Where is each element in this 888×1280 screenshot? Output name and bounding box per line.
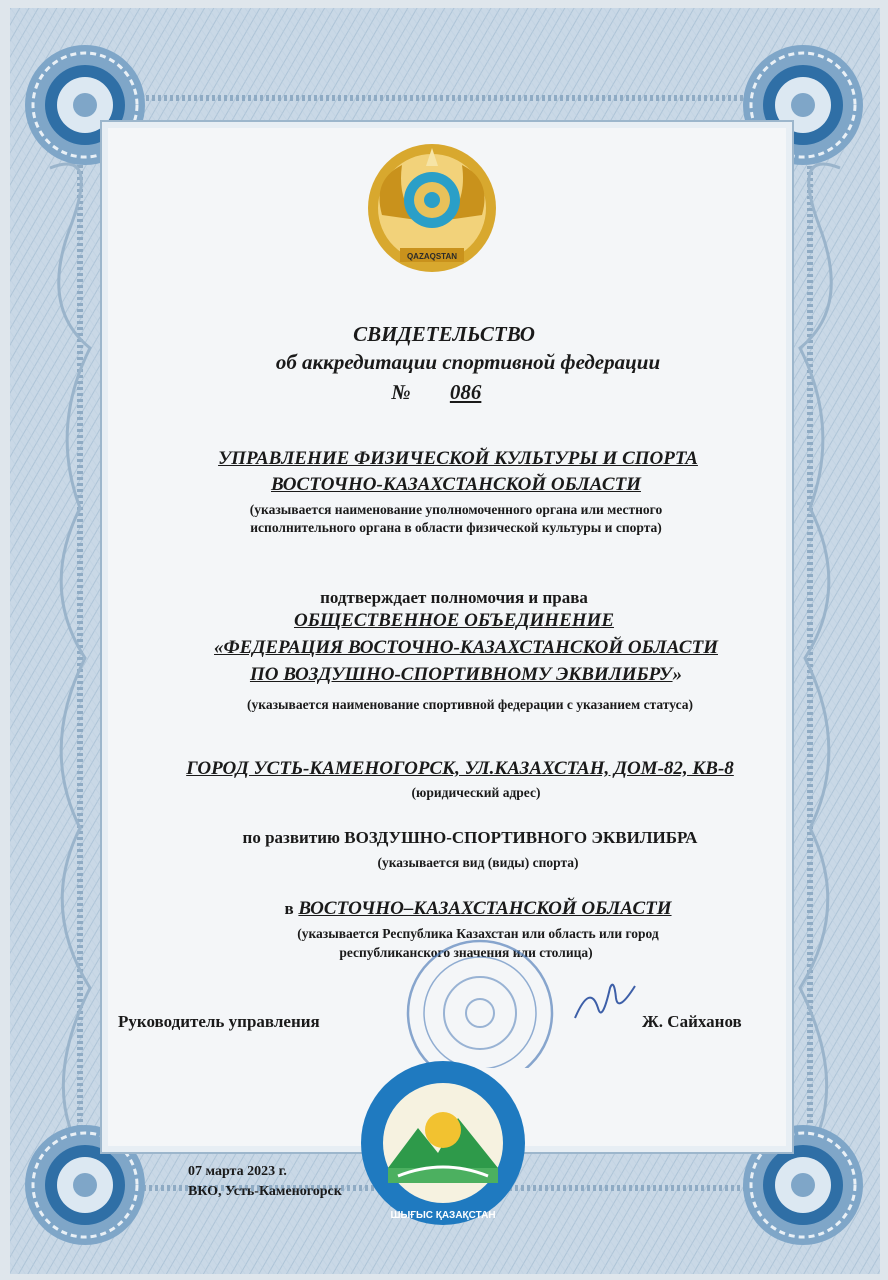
- signer-name: Ж. Сайханов: [642, 1012, 742, 1031]
- official-stamp-icon: [395, 938, 575, 1068]
- region-prefix: в: [284, 899, 294, 918]
- sport-kind-note: (указывается вид (виды) спорта): [377, 855, 579, 870]
- federation-line-3-quote: »: [672, 664, 683, 685]
- issuer-line-1: УПРАВЛЕНИЕ ФИЗИЧЕСКОЙ КУЛЬТУРЫ И СПОРТА: [218, 448, 698, 469]
- certificate-number: [12, 380, 888, 405]
- legal-address: ГОРОД УСТЬ-КАМЕНОГОРСК, УЛ.КАЗАХСТАН, ДОМ-82, КВ-8: [186, 758, 734, 779]
- region-line: [34, 898, 888, 920]
- federation-line-3: [22, 664, 888, 686]
- certificate-title: СВИДЕТЕЛЬСТВО: [353, 322, 535, 346]
- issue-date: 07 марта 2023 г.: [188, 1164, 287, 1179]
- federation-line-2: «ФЕДЕРАЦИЯ ВОСТОЧНО-КАЗАХСТАНСКОЙ ОБЛАСТИ: [214, 637, 718, 658]
- confirmation-lead: подтверждает полномочия и права: [320, 588, 588, 607]
- region-note-1: (указывается Республика Казахстан или область или город: [297, 926, 659, 941]
- signature-mark: [570, 978, 640, 1028]
- number-value: 086: [449, 380, 482, 404]
- federation-note: (указывается наименование спортивной федерации с указанием статуса): [247, 697, 693, 712]
- federation-line-3-text: ПО ВОЗДУШНО-СПОРТИВНОМУ ЭКВИЛИБРУ: [249, 664, 673, 685]
- issuer-line-2: ВОСТОЧНО-КАЗАХСТАНСКОЙ ОБЛАСТИ: [271, 474, 641, 495]
- sport-kind: по развитию ВОЗДУШНО-СПОРТИВНОГО ЭКВИЛИБРА: [242, 828, 698, 847]
- regional-logo-caption: ШЫҒЫС ҚАЗАҚСТАН: [390, 1210, 496, 1221]
- legal-address-note: (юридический адрес): [411, 785, 541, 800]
- certificate-subtitle: об аккредитации спортивной федерации: [275, 350, 661, 374]
- state-emblem-icon: [362, 140, 502, 275]
- east-kazakhstan-logo-icon: [358, 1058, 528, 1228]
- emblem-caption: QAZAQSTAN: [406, 252, 458, 261]
- region-note-2: республиканского значения или столица): [339, 945, 593, 960]
- federation-line-1: ОБЩЕСТВЕННОЕ ОБЪЕДИНЕНИЕ: [293, 610, 614, 631]
- number-label: №: [391, 380, 411, 404]
- issue-place: ВКО, Усть-Каменогорск: [188, 1184, 342, 1199]
- region-value: ВОСТОЧНО–КАЗАХСТАНСКОЙ ОБЛАСТИ: [298, 898, 672, 919]
- issuer-note-1: (указывается наименование уполномоченного органа или местного: [249, 502, 663, 517]
- issuer-note-2: исполнительного органа в области физической культуры и спорта): [250, 520, 662, 535]
- signer-position: Руководитель управления: [118, 1012, 320, 1031]
